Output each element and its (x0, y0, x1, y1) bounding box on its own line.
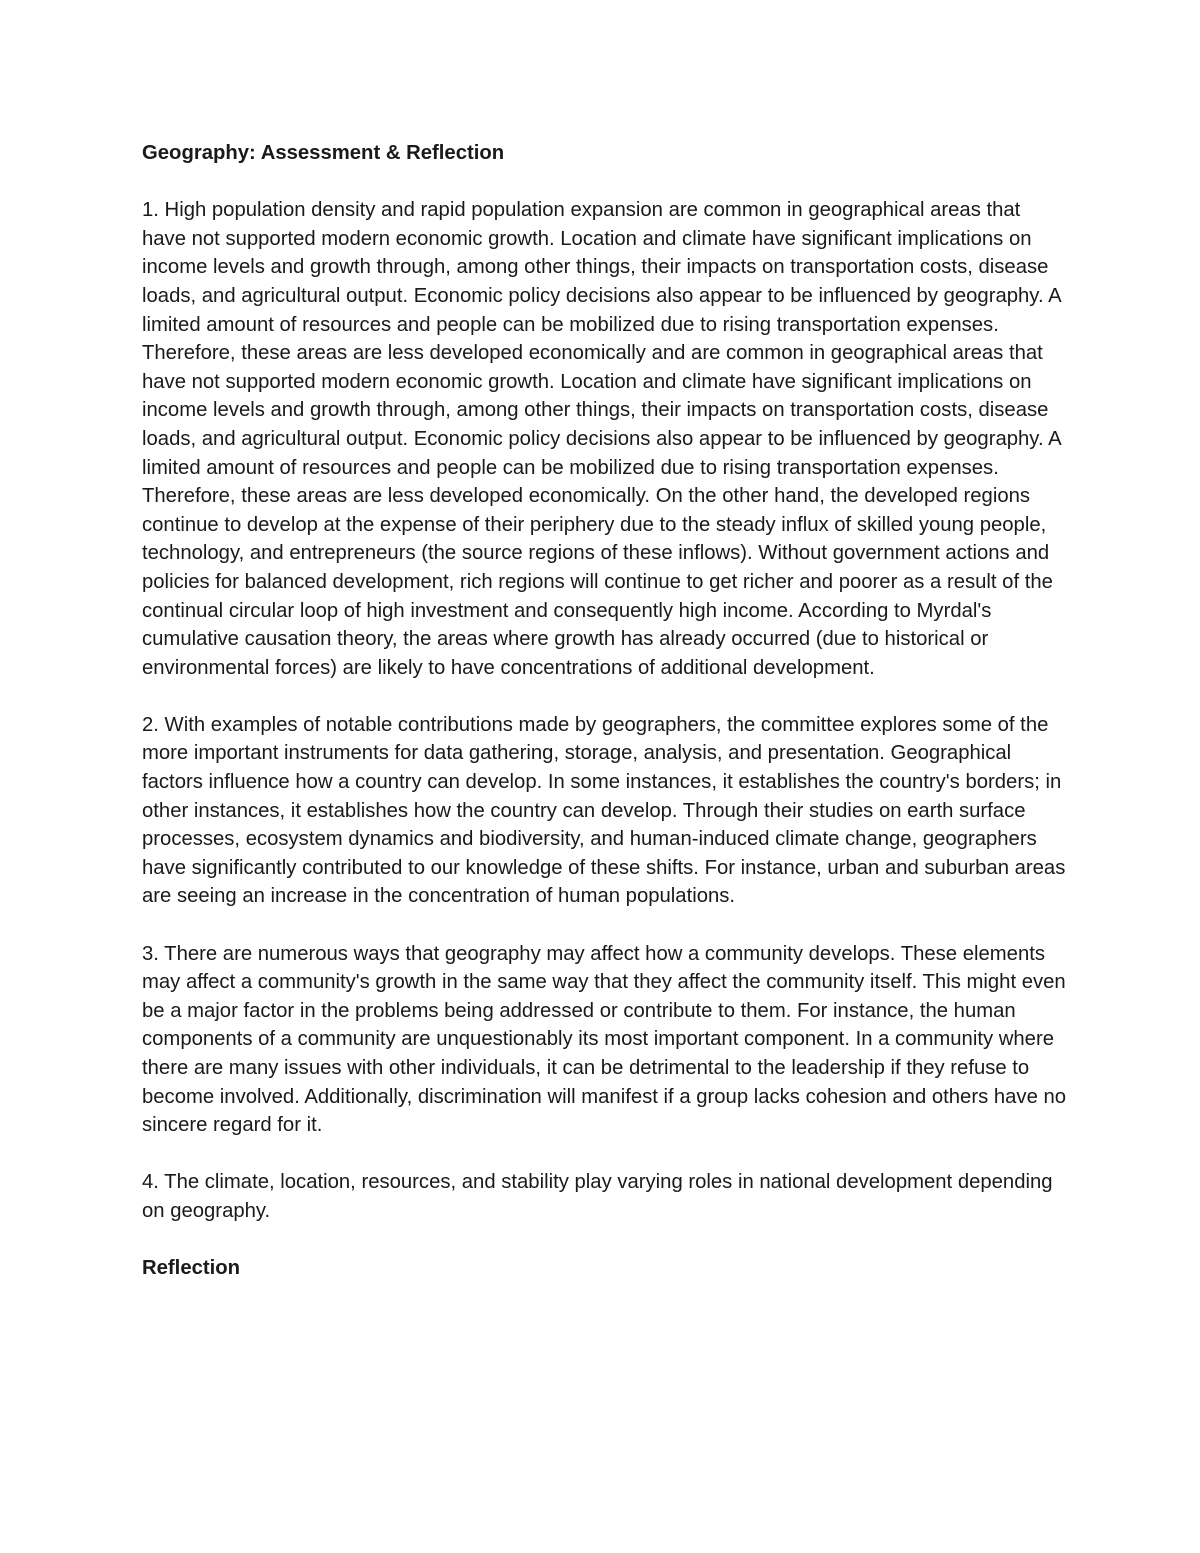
paragraph-3: 3. There are numerous ways that geography may affect how a community develops. These elements may affect a community's growth in the same way that they affect the community itself. This might even be a major factor in the problems being addressed or contribute to them. For instance, the human components of a community are unquestionably its most important component. In a community where there are many issues with other individuals, it can be detrimental to the leadership if they refuse to become involved. Additionally, discrimination will manifest if a group lacks cohesion and others have no sincere regard for it. (142, 942, 1067, 1137)
reflection-heading: Reflection (142, 1257, 241, 1280)
document-body (142, 139, 1067, 1283)
paragraph-2: 2. With examples of notable contributions made by geographers, the committee explores some of the more important instruments for data gathering, storage, analysis, and presentation. Geographical factors influence how a country can develop. In some instances, it establishes the country's borders; in other instances, it establishes how the country can develop. Through their studies on earth surface processes, ecosystem dynamics and biodiversity, and human-induced climate change, geographers have significantly contributed to our knowledge of these shifts. For instance, urban and suburban areas are seeing an increase in the concentration of human populations. (142, 713, 1066, 908)
document-title: Geography: Assessment & Reflection (142, 142, 505, 164)
paragraph-1: 1. High population density and rapid population expansion are common in geographical areas that have not supported modern economic growth. Location and climate have significant implications on income levels and growth through, among other things, their impacts on transportation costs, disease loads, and agricultural output. Economic policy decisions also appear to be influenced by geography. A limited amount of resources and people can be mobilized due to rising transportation expenses. Therefore, these areas are less developed economically and are common in geographical areas that have not supported modern economic growth. Location and climate have significant implications on income levels and growth through, among other things, their impacts on transportation costs, disease loads, and agricultural output. Economic policy decisions also appear to be influenced by geography. A limited amount of resources and people can be mobilized due to rising transportation expenses. Therefore, these areas are less developed economically. On the other hand, the developed regions continue to develop at the expense of their periphery due to the steady influx of skilled young people, technology, and entrepreneurs (the source regions of these inflows). Without government actions and policies for balanced development, rich regions will continue to get richer and poorer as a result of the continual circular loop of high investment and consequently high income. According to Myrdal's cumulative causation theory, the areas where growth has already occurred (due to historical or environmental forces) are likely to have concentrations of additional development. (142, 199, 1061, 679)
paragraph-4: 4. The climate, location, resources, and stability play varying roles in national development depending on geography. (142, 1171, 1053, 1222)
